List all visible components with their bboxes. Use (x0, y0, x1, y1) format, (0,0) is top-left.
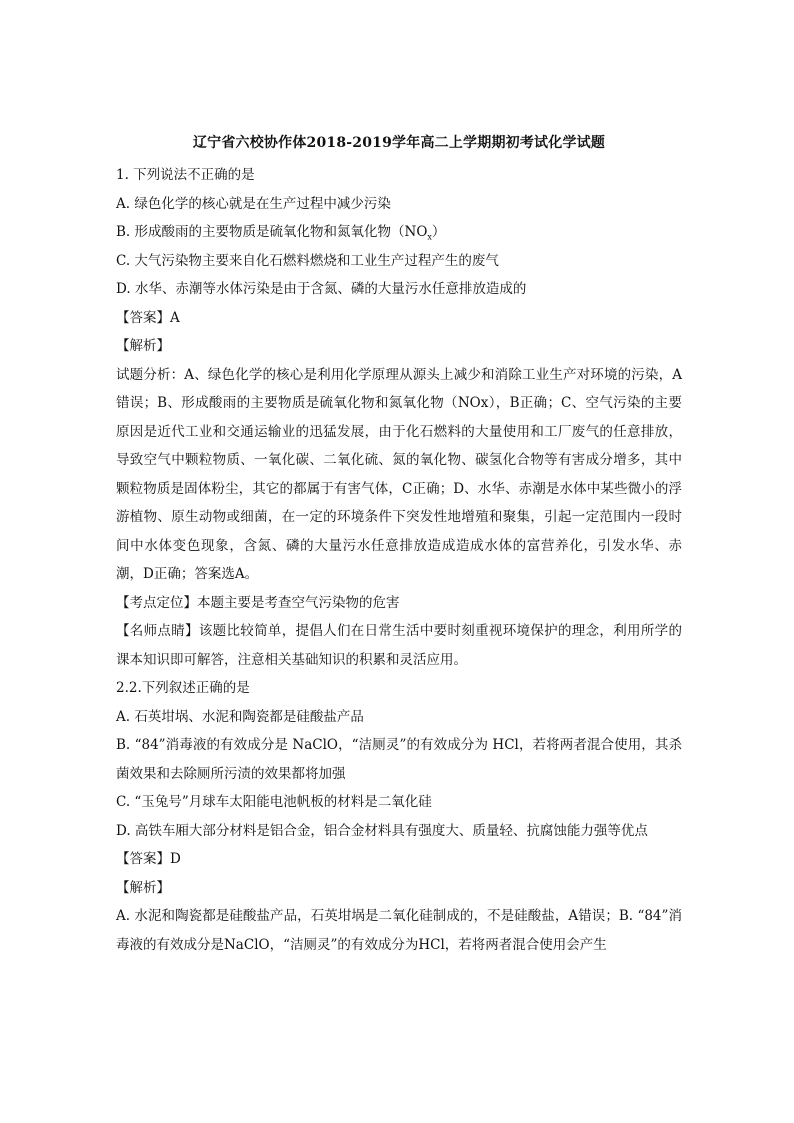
q1-option-c: C. 大气污染物主要来自化石燃料燃烧和工业生产过程产生的废气 (116, 252, 499, 269)
q2-answer: 【答案】D (116, 851, 181, 867)
q1-option-b-end: ） (431, 224, 446, 240)
q2-analysis: A. 水泥和陶瓷都是硅酸盐产品，石英坩埚是二氧化硅制成的，不是硅酸盐，A错误；B. “84”消毒液的有效成分是NaClO，“洁厕灵”的有效成分为HCl，若将两者混合使用会产生 (116, 908, 682, 953)
q1-mingshi: 【名师点睛】该题比较简单，提倡人们在日常生活中要时刻重视环境保护的理念，利用所学的课本知识即可解答，注意相关基础知识的积累和灵活应用。 (116, 623, 682, 668)
q2-stem: 2.2.下列叙述正确的是 (116, 680, 250, 696)
q1-kaodian: 【考点定位】本题主要是考查空气污染物的危害 (116, 594, 400, 611)
q1-option-d: D. 水华、赤潮等水体污染是由于含氮、磷的大量污水任意排放造成的 (116, 281, 527, 297)
document-title: 辽宁省六校协作体2018-2019学年高二上学期期初考试化学试题 (192, 135, 606, 151)
q2-option-c: C. “玉兔号”月球车太阳能电池帆板的材料是二氧化硅 (116, 794, 432, 810)
document-page (116, 133, 682, 959)
q2-option-b: B. “84”消毒液的有效成分是 NaClO，“洁厕灵”的有效成分为 HCl，若将两者混合使用，其杀菌效果和去除厕所污渍的效果都将加强 (116, 737, 682, 782)
q1-analysis: 试题分析：A、绿色化学的核心是利用化学原理从源头上减少和消除工业生产对环境的污染，A错误；B、形成酸雨的主要物质是硫氧化物和氮氧化物（NOx），B正确；C、空气污染的主要原因是近代工业和交通运输业的迅猛发展，由于化石燃料的大量使用和工厂废气的任意排放，导致空气中颗粒物质、一氧化碳、二氧化硫、氮的氧化物、碳氢化合物等有害成分增多，其中颗粒物质是固体粉尘，其它的都属于有害气体，C正确；D、水华、赤潮是水体中某些微小的浮游植物、原生动物或细菌，在一定的环境条件下突发性地增殖和聚集，引起一定范围内一段时间中水体变色现象，含氮、磷的大量污水任意排放造成造成水体的富营养化，引发水华、赤潮，D正确；答案选A。 (116, 366, 682, 582)
q2-analysis-label: 【解析】 (116, 879, 170, 896)
q2-option-a: A. 石英坩埚、水泥和陶瓷都是硅酸盐产品 (116, 708, 364, 725)
q1-option-b-subscript: x (427, 232, 432, 242)
q1-option-b-text: B. 形成酸雨的主要物质是硫氧化物和氮氧化物（NO (116, 224, 428, 240)
q1-option-b (116, 218, 682, 247)
q1-option-a: A. 绿色化学的核心就是在生产过程中减少污染 (116, 195, 391, 212)
q1-stem: 1. 下列说法不正确的是 (116, 167, 255, 183)
q2-option-d: D. 高铁车厢大部分材料是铝合金，铝合金材料具有强度大、质量轻、抗腐蚀能力强等优点 (116, 822, 648, 839)
q1-analysis-label: 【解析】 (116, 338, 170, 354)
q1-answer: 【答案】A (116, 309, 180, 326)
